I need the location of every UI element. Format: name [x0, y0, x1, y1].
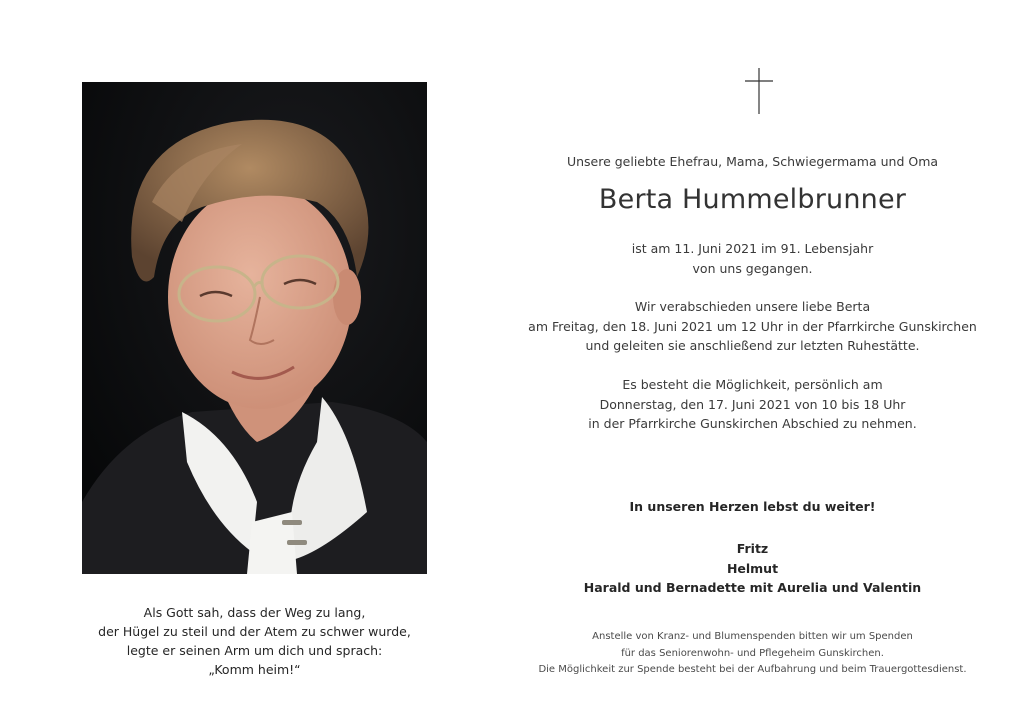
family-member: Helmut — [726, 560, 779, 576]
poem-line: Als Gott sah, dass der Weg zu lang, — [143, 605, 366, 620]
cross-icon — [745, 68, 773, 114]
family-member: Fritz — [736, 541, 769, 556]
death-line: von uns gegangen. — [692, 260, 813, 276]
poem-line: „Komm heim!“ — [208, 662, 301, 677]
donation-line: für das Seniorenwohn- und Pflegeheim Gunskirchen. — [621, 647, 884, 659]
funeral-line: und geleiten sie anschließend zur letzten Ruhestätte. — [585, 338, 920, 353]
funeral-details — [500, 297, 1005, 356]
poem — [82, 603, 427, 679]
donation-line: Die Möglichkeit zur Spende besteht bei der Aufbahrung und beim Trauergottesdienst. — [538, 664, 967, 675]
family-names — [500, 539, 1005, 598]
intro-text: Unsere geliebte Ehefrau, Mama, Schwiegermama und Oma — [566, 154, 939, 169]
motto: In unseren Herzen lebst du weiter! — [629, 499, 876, 514]
farewell-line: Donnerstag, den 17. Juni 2021 von 10 bis 18 Uhr — [599, 396, 906, 412]
deceased-name: Berta Hummelbrunner — [598, 184, 907, 215]
farewell-line: in der Pfarrkirche Gunskirchen Abschied zu nehmen. — [588, 416, 917, 431]
portrait-illustration — [82, 82, 427, 574]
funeral-line: Wir verabschieden unsere liebe Berta — [634, 299, 871, 314]
farewell-details — [500, 375, 1005, 434]
farewell-line: Es besteht die Möglichkeit, persönlich am — [622, 377, 883, 392]
funeral-line: am Freitag, den 18. Juni 2021 um 12 Uhr in der Pfarrkirche Gunskirchen — [528, 318, 977, 334]
death-line: ist am 11. Juni 2021 im 91. Lebensjahr — [631, 241, 874, 256]
poem-line: der Hügel zu steil und der Atem zu schwer wurde, — [98, 624, 411, 639]
poem-line: legte er seinen Arm um dich und sprach: — [126, 643, 383, 658]
portrait-photo — [82, 82, 427, 574]
donation-line: Anstelle von Kranz- und Blumenspenden bitten wir um Spenden — [592, 631, 913, 642]
donation-note — [500, 629, 1005, 679]
death-notice — [500, 239, 1005, 278]
family-member: Harald und Bernadette mit Aurelia und Valentin — [583, 580, 922, 595]
